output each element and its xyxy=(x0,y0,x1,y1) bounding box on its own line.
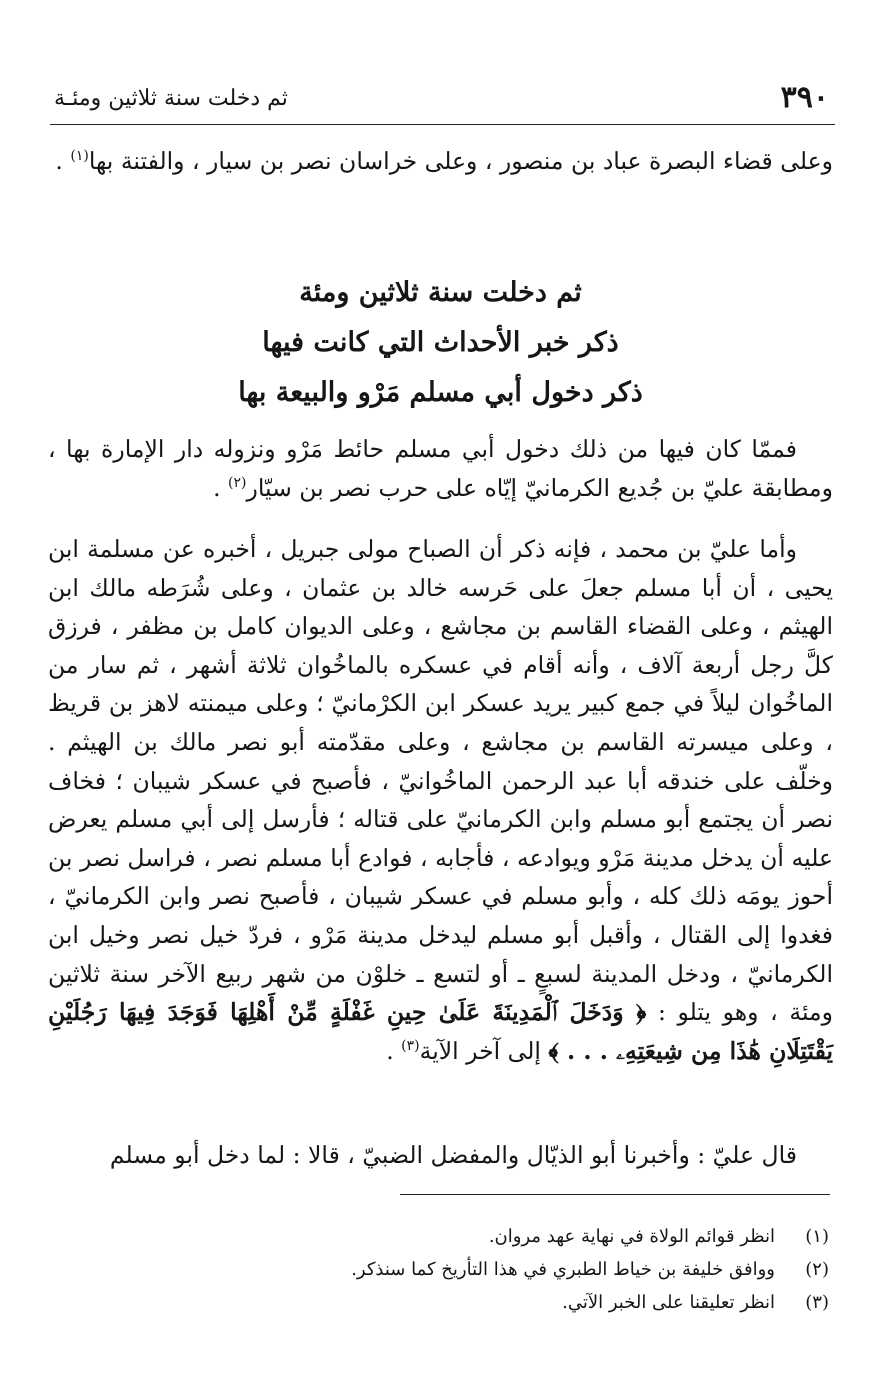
page-number: ٣٩٠ xyxy=(780,80,829,115)
running-header xyxy=(52,74,833,122)
footnote-rule xyxy=(400,1194,830,1195)
paragraph-1 xyxy=(48,430,833,507)
heading-year: ثم دخلت سنة ثلاثين ومئة xyxy=(299,277,582,308)
heading-events: ذكر خبر الأحداث التي كانت فيها xyxy=(262,327,619,358)
paragraph-2-end: . xyxy=(386,1036,402,1065)
heading-entry: ذكر دخول أبي مسلم مَرْو والبيعة بها xyxy=(238,377,643,408)
paragraph-3-text: قال عليّ : وأخبرنا أبو الذيّال والمفضل الضبيّ ، قالا : لما دخل أبو مسلم xyxy=(109,1141,797,1169)
paragraph-3 xyxy=(48,1136,833,1175)
footnote-number: (٢) xyxy=(805,1259,829,1280)
footnote-number: (١) xyxy=(805,1226,829,1247)
paragraph-2-after: إلى آخر الآية xyxy=(419,1036,549,1065)
footnote-ref-3: (٣) xyxy=(401,1037,420,1054)
paragraph-2-text: وأما عليّ بن محمد ، فإنه ذكر أن الصباح مولى جبريل ، أخبره عن مسلمة ابن يحيى ، أن أبا مسلم جعلَ على حَرسه خالد بن عثمان ، وعلى شُرَطه مالك ابن الهيثم ، وعلى القضاء القاسم بن مجاشع ، وعلى الديوان كامل بن مظفر ، فرزق كلَّ رجل أربعة آلاف ، وأنه أقام في عسكره بالماخُوان ثلاثة أشهر ، ثم سار من الماخُوان ليلاً في جمع كبير يريد عسكر ابن الكرْمانيّ ؛ وعلى ميمنته لاهز بن قريظ ، وعلى ميسرته القاسم بن مجاشع ، وعلى مقدّمته أبو نصر مالك بن الهيثم . وخلّف على خندقه أبا عبد الرحمن الماخُوانيّ ، فأصبح في عسكر شيبان ؛ فخاف نصر أن يجتمع أبو مسلم وابن الكرمانيّ على قتاله ؛ فأرسل إلى أبي مسلم يعرض عليه أن يدخل مدينة مَرْو ويوادعه ، فأجابه ، فوادع أبا مسلم نصر ، فراسل نصر بن أحوز يومَه ذلك كله ، وأبو مسلم في عسكر شيبان ، فأصبح نصر وابن الكرمانيّ ، فغدوا إلى القتال ، وأقبل أبو مسلم ليدخل مدينة مَرْو ، فردّ خيل نصر وخيل ابن الكرمانيّ ، ودخل المدينة لسبعٍ ـ أو لتسع ـ خلوْن من شهر ربيع الآخر سنة ثلاثين ومئة ، وهو يتلو : xyxy=(48,535,833,1027)
running-title: ثم دخلت سنة ثلاثين ومئـة xyxy=(54,86,288,111)
footnotes xyxy=(100,1220,829,1319)
paragraph-1-end: . xyxy=(213,473,229,502)
footnote-text: ووافق خليفة بن خياط الطبري في هذا التأريخ كما سنذكر. xyxy=(351,1259,775,1280)
footnote-3 xyxy=(100,1286,829,1319)
opening-paragraph-end: . xyxy=(55,147,71,175)
paragraph-2 xyxy=(48,530,833,1070)
paragraph-1-text: فممّا كان فيها من ذلك دخول أبي مسلم حائط مَرْو ونزوله دار الإمارة بها ، ومطابقة عليّ بن جُديع الكرمانيّ إيّاه على حرب نصر بن سيّار xyxy=(48,435,833,502)
opening-paragraph-text: وعلى قضاء البصرة عباد بن منصور ، وعلى خراسان نصر بن سيار ، والفتنة بها xyxy=(88,147,833,175)
header-rule xyxy=(50,124,835,125)
footnote-2 xyxy=(100,1253,829,1286)
section-headings xyxy=(48,268,833,418)
footnote-number: (٣) xyxy=(805,1292,829,1313)
footnote-1 xyxy=(100,1220,829,1253)
footnote-text: انظر قوائم الولاة في نهاية عهد مروان. xyxy=(488,1226,775,1247)
quran-quote: ﴿ وَدَخَلَ ٱلْمَدِينَةَ عَلَىٰ حِينِ غَفْلَةٍ مِّنْ أَهْلِهَا فَوَجَدَ فِيهَا رَجُلَيْنِ يَقْتَتِلَانِ هَٰذَا مِن شِيعَتِهِۦ . . . ﴾ xyxy=(48,998,833,1065)
footnote-ref-1: (١) xyxy=(70,148,89,165)
opening-paragraph xyxy=(48,142,833,181)
footnote-ref-2: (٢) xyxy=(228,474,247,491)
footnote-text: انظر تعليقنا على الخبر الآتي. xyxy=(562,1292,775,1313)
